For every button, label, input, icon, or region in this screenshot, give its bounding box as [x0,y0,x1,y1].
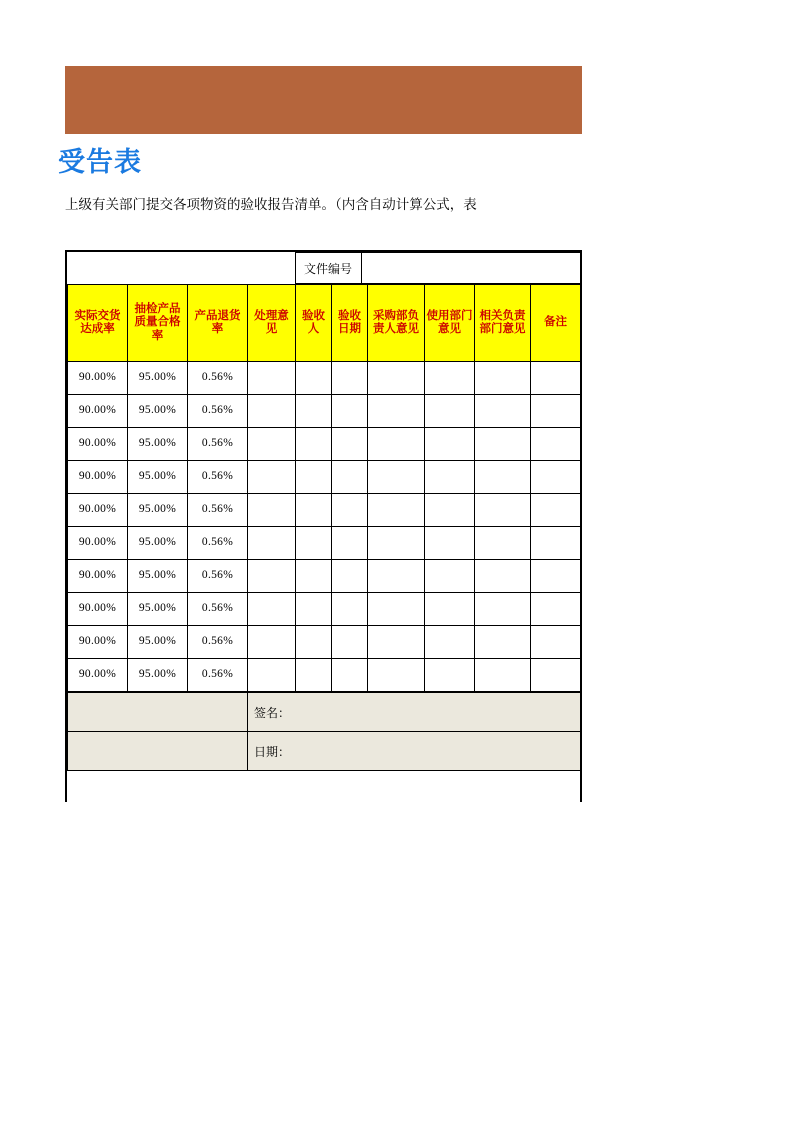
cell-related-dept-opinion[interactable] [475,461,531,494]
cell-return-rate[interactable]: 0.56% [188,494,248,527]
acceptance-table-body [68,362,581,692]
cell-handling-opinion[interactable] [248,626,296,659]
cell-purchasing-opinion[interactable] [368,395,425,428]
cell-quality-rate[interactable]: 95.00% [128,527,188,560]
cell-return-rate[interactable]: 0.56% [188,395,248,428]
cell-delivery-rate[interactable]: 90.00% [68,395,128,428]
cell-using-dept-opinion[interactable] [425,593,475,626]
signature-label[interactable]: 签名： [248,693,581,732]
cell-inspector[interactable] [296,560,332,593]
cell-purchasing-opinion[interactable] [368,362,425,395]
cell-related-dept-opinion[interactable] [475,560,531,593]
cell-handling-opinion[interactable] [248,593,296,626]
footer-blank-area [67,771,580,829]
cell-related-dept-opinion[interactable] [475,527,531,560]
cell-inspector[interactable] [296,593,332,626]
cell-return-rate[interactable]: 0.56% [188,593,248,626]
cell-related-dept-opinion[interactable] [475,494,531,527]
table-row [68,659,581,692]
cell-remark[interactable] [531,494,581,527]
table-row [68,560,581,593]
col-header-related-dept-opinion: 相关负责部门意见 [475,285,531,362]
cell-return-rate[interactable]: 0.56% [188,560,248,593]
cell-delivery-rate[interactable]: 90.00% [68,659,128,692]
cell-remark[interactable] [531,659,581,692]
cell-remark[interactable] [531,560,581,593]
table-row [68,494,581,527]
cell-remark[interactable] [531,428,581,461]
report-frame [65,250,582,802]
table-row [67,253,580,284]
cell-remark[interactable] [531,593,581,626]
cell-remark[interactable] [531,626,581,659]
acceptance-table [67,284,581,692]
cell-return-rate[interactable]: 0.56% [188,461,248,494]
table-row [68,626,581,659]
col-header-using-dept-opinion: 使用部门意见 [425,285,475,362]
table-row [68,593,581,626]
cell-related-dept-opinion[interactable] [475,395,531,428]
cell-quality-rate[interactable]: 95.00% [128,362,188,395]
cell-related-dept-opinion[interactable] [475,362,531,395]
cell-quality-rate[interactable]: 95.00% [128,659,188,692]
cell-using-dept-opinion[interactable] [425,494,475,527]
cell-quality-rate[interactable]: 95.00% [128,560,188,593]
cell-inspect-date[interactable] [332,527,368,560]
cell-inspector[interactable] [296,395,332,428]
cell-inspector[interactable] [296,626,332,659]
page-title: 受告表 [58,147,142,177]
cell-delivery-rate[interactable]: 90.00% [68,593,128,626]
cell-related-dept-opinion[interactable] [475,428,531,461]
cell-inspect-date[interactable] [332,362,368,395]
cell-handling-opinion[interactable] [248,395,296,428]
cell-quality-rate[interactable]: 95.00% [128,494,188,527]
cell-delivery-rate[interactable]: 90.00% [68,362,128,395]
cell-purchasing-opinion[interactable] [368,560,425,593]
cell-remark[interactable] [531,527,581,560]
cell-inspector[interactable] [296,461,332,494]
doc-number-spacer [67,253,295,284]
cell-return-rate[interactable]: 0.56% [188,362,248,395]
cell-handling-opinion[interactable] [248,428,296,461]
doc-number-row [67,252,580,284]
cell-return-rate[interactable]: 0.56% [188,428,248,461]
cell-using-dept-opinion[interactable] [425,527,475,560]
signature-spacer [68,693,248,732]
cell-purchasing-opinion[interactable] [368,527,425,560]
table-header-row [68,285,581,362]
cell-quality-rate[interactable]: 95.00% [128,626,188,659]
cell-handling-opinion[interactable] [248,659,296,692]
cell-related-dept-opinion[interactable] [475,659,531,692]
cell-inspector[interactable] [296,494,332,527]
cell-using-dept-opinion[interactable] [425,626,475,659]
cell-remark[interactable] [531,362,581,395]
date-spacer [68,732,248,771]
cell-inspect-date[interactable] [332,626,368,659]
page-subtitle: 上级有关部门提交各项物资的验收报告清单。（内含自动计算公式，表 [65,197,477,212]
cell-related-dept-opinion[interactable] [475,626,531,659]
header-banner [65,66,582,134]
col-header-handling-opinion: 处理意见 [248,285,296,362]
cell-quality-rate[interactable]: 95.00% [128,428,188,461]
cell-handling-opinion[interactable] [248,494,296,527]
cell-inspect-date[interactable] [332,428,368,461]
cell-handling-opinion[interactable] [248,362,296,395]
col-header-quality-rate: 抽检产品质量合格率 [128,285,188,362]
col-header-inspect-date: 验收日期 [332,285,368,362]
cell-remark[interactable] [531,395,581,428]
doc-number-label: 文件编号 [295,253,361,284]
cell-delivery-rate[interactable]: 90.00% [68,461,128,494]
cell-return-rate[interactable]: 0.56% [188,659,248,692]
cell-inspector[interactable] [296,362,332,395]
cell-inspect-date[interactable] [332,659,368,692]
cell-inspect-date[interactable] [332,461,368,494]
cell-purchasing-opinion[interactable] [368,428,425,461]
cell-handling-opinion[interactable] [248,527,296,560]
cell-delivery-rate[interactable]: 90.00% [68,494,128,527]
table-row [68,461,581,494]
cell-inspector[interactable] [296,527,332,560]
cell-purchasing-opinion[interactable] [368,659,425,692]
cell-return-rate[interactable]: 0.56% [188,626,248,659]
cell-using-dept-opinion[interactable] [425,395,475,428]
cell-inspect-date[interactable] [332,560,368,593]
table-row [68,527,581,560]
cell-quality-rate[interactable]: 95.00% [128,395,188,428]
col-header-return-rate: 产品退货率 [188,285,248,362]
table-row [68,428,581,461]
date-label[interactable]: 日期： [248,732,581,771]
cell-handling-opinion[interactable] [248,461,296,494]
cell-return-rate[interactable]: 0.56% [188,527,248,560]
cell-using-dept-opinion[interactable] [425,659,475,692]
cell-remark[interactable] [531,461,581,494]
cell-delivery-rate[interactable]: 90.00% [68,428,128,461]
cell-purchasing-opinion[interactable] [368,626,425,659]
cell-purchasing-opinion[interactable] [368,593,425,626]
col-header-remark: 备注 [531,285,581,362]
cell-inspect-date[interactable] [332,593,368,626]
cell-delivery-rate[interactable]: 90.00% [68,527,128,560]
cell-inspector[interactable] [296,428,332,461]
signature-block [67,692,581,771]
cell-inspect-date[interactable] [332,395,368,428]
signature-row [68,693,581,732]
cell-purchasing-opinion[interactable] [368,494,425,527]
cell-inspector[interactable] [296,659,332,692]
table-row [68,395,581,428]
cell-using-dept-opinion[interactable] [425,461,475,494]
col-header-inspector: 验收人 [296,285,332,362]
cell-using-dept-opinion[interactable] [425,560,475,593]
table-row [68,362,581,395]
cell-handling-opinion[interactable] [248,560,296,593]
cell-quality-rate[interactable]: 95.00% [128,461,188,494]
date-row [68,732,581,771]
cell-quality-rate[interactable]: 95.00% [128,593,188,626]
cell-related-dept-opinion[interactable] [475,593,531,626]
cell-delivery-rate[interactable]: 90.00% [68,626,128,659]
cell-inspect-date[interactable] [332,494,368,527]
col-header-delivery-rate: 实际交货达成率 [68,285,128,362]
cell-purchasing-opinion[interactable] [368,461,425,494]
col-header-purchasing-opinion: 采购部负责人意见 [368,285,425,362]
cell-using-dept-opinion[interactable] [425,362,475,395]
doc-number-value[interactable] [361,253,580,284]
cell-using-dept-opinion[interactable] [425,428,475,461]
main-table-wrap [67,284,580,771]
cell-delivery-rate[interactable]: 90.00% [68,560,128,593]
